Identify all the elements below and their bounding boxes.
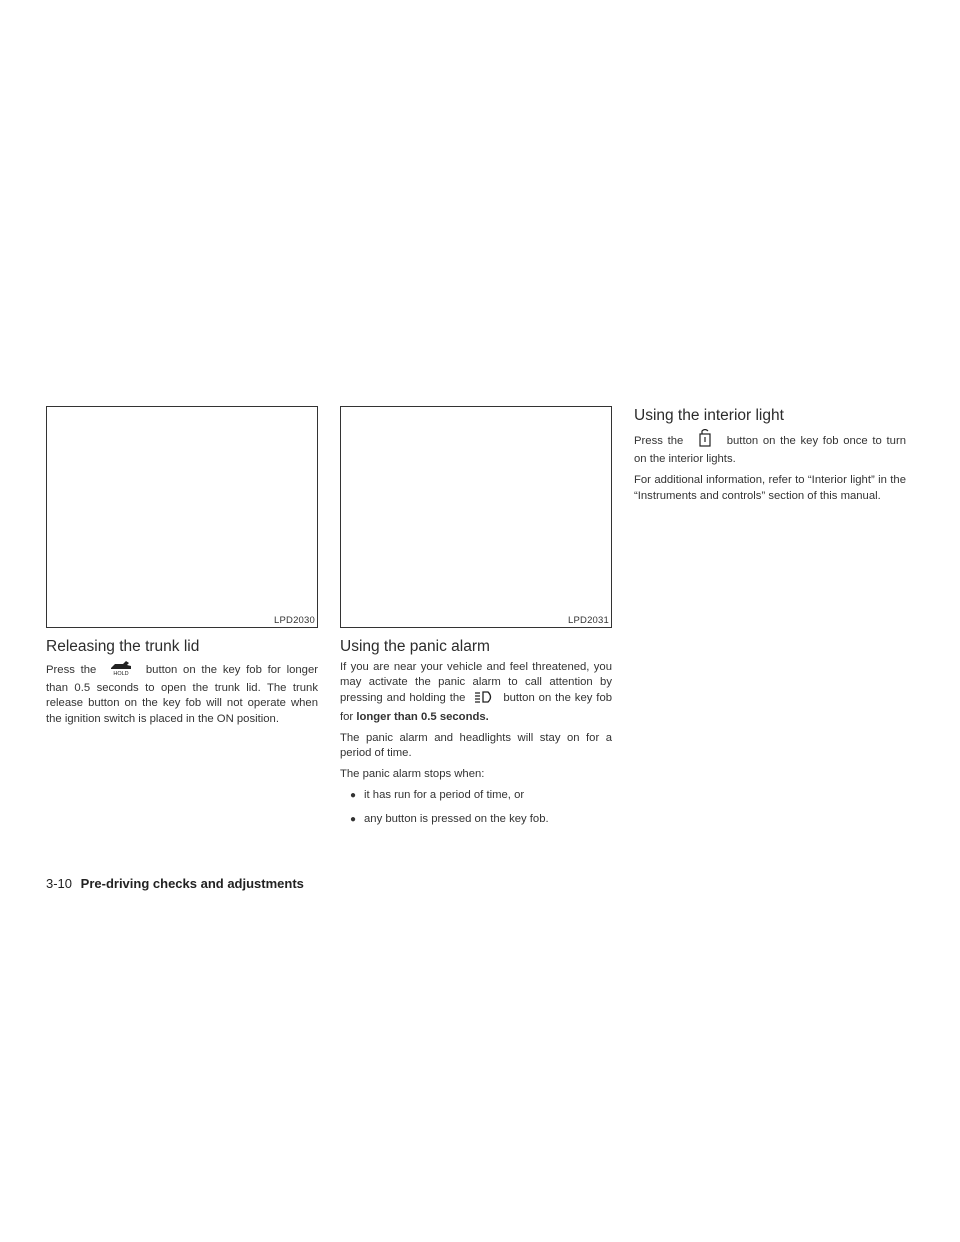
interior-light-icon — [692, 429, 718, 452]
figure-panic — [340, 406, 612, 628]
page-footer — [46, 876, 304, 891]
paragraph-panic-3: The panic alarm stops when: — [340, 768, 485, 781]
paragraph-interior-2: For additional information, refer to “Interior light” in the “Instruments and controls” section of this manual. — [634, 474, 906, 502]
section-heading-trunk: Releasing the trunk lid — [46, 638, 200, 655]
figure-label: LPD2031 — [567, 615, 609, 626]
paragraph-panic-1: If you are near your vehicle and feel threatened, you may activate the panic alarm to call attention by pressing and holding the button on the key fob for longer than 0.5 seconds. — [340, 661, 613, 723]
paragraph-panic-2: The panic alarm and headlights will stay on for a period of time. — [340, 731, 612, 760]
column-interior-light — [634, 406, 906, 504]
trunk-icon — [106, 660, 136, 681]
bullet-list — [340, 788, 612, 826]
figure-trunk — [46, 406, 318, 628]
column-trunk-lid — [46, 406, 318, 727]
section-heading-interior: Using the interior light — [634, 407, 784, 424]
list-item: ● any button is pressed on the key fob. — [350, 812, 549, 825]
paragraph-trunk: Press the HOLD button on the key fob for longer than 0.5 seconds to open the trunk lid. The trunk release button on the key fob will not operate when the ignition switch is placed in the ON position. — [46, 660, 318, 727]
figure-label: LPD2030 — [273, 615, 315, 626]
list-item: ● it has run for a period of time, or — [350, 789, 525, 802]
svg-text:HOLD: HOLD — [113, 671, 129, 676]
paragraph-interior-1: Press the button on the key fob once to turn on the interior lights. — [634, 429, 906, 467]
column-panic-alarm — [340, 406, 612, 835]
page-number: 3-10 — [46, 876, 73, 891]
panic-alarm-icon — [473, 690, 495, 709]
section-heading-panic: Using the panic alarm — [340, 638, 490, 655]
section-title: Pre-driving checks and adjustments — [80, 876, 304, 891]
